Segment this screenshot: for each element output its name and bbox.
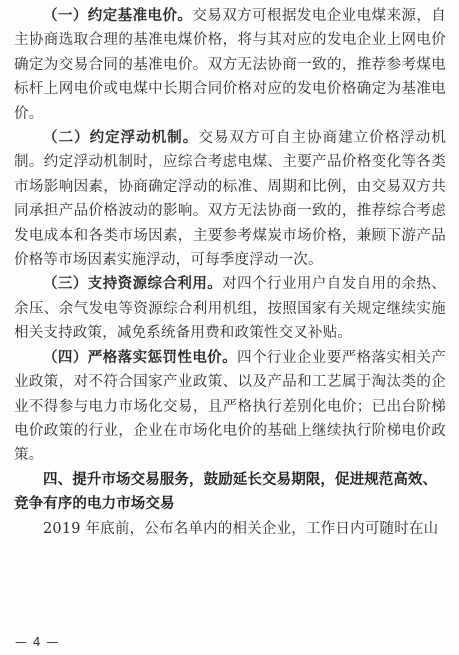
paragraph-punitive-pricing [14,346,446,468]
document-page [14,4,446,541]
paragraph-final: 2019 年底前，公布名单内的相关企业，工作日内可随时在山 [43,520,439,537]
paragraph-lead: （二）约定浮动机制。 [43,129,199,147]
paragraph-body: 四个行业企业要严格落实相关产业政策，对不符合国家产业政策、以及产品和工艺属于淘汰类的企业不得参与电力市场化交易，且严格执行差别化电价；已出台阶梯电价政策的行业，企业在市场化电价的基础上继续执行阶梯电价政策。 [14,349,446,464]
section-heading: 四、提升市场交易服务，鼓励延长交易期限，促进规范高效、竞争有序的电力市场交易 [14,471,438,513]
paragraph-body: 交易双方可根据发电企业电煤来源，自主协商选取合理的基准电煤价格，将与其对应的发电企业上网电价确定为交易合同的基准电价。双方无法协商一致的，推荐参考煤电标杆上网电价或电煤中长期合同价格对应的发电价格确定为基准电价。 [14,8,446,122]
paragraph-base-price [14,4,446,126]
page-number: — 4 — [15,635,60,649]
paragraph-body: 对四个行业用户自发自用的余热、余压、余气发电等资源综合利用机组，按照国家有关规定继续实施相关支持政策，减免系统备用费和政策性交叉补贴。 [14,276,446,342]
paragraph-resource-utilization [14,272,446,345]
paragraph-lead: （三）支持资源综合利用。 [43,275,223,293]
paragraph-floating-mechanism [14,126,446,272]
paragraph-lead: （四）严格落实惩罚性电价。 [43,348,238,366]
paragraph-lead: （一）约定基准电价。 [43,7,193,24]
paragraph-body: 交易双方可自主协商建立价格浮动机制。约定浮动机制时，应综合考虑电煤、主要产品价格变化等各类市场影响因素，协商确定浮动的标准、周期和比例，由交易双方共同承担产品价格波动的影响。双方无法协商一致的，推荐综合考虑发电成本和各类市场因素，主要参考煤炭市场价格，兼顾下游产品价格等市场因素实施浮动，可每季度浮动一次。 [14,130,447,269]
